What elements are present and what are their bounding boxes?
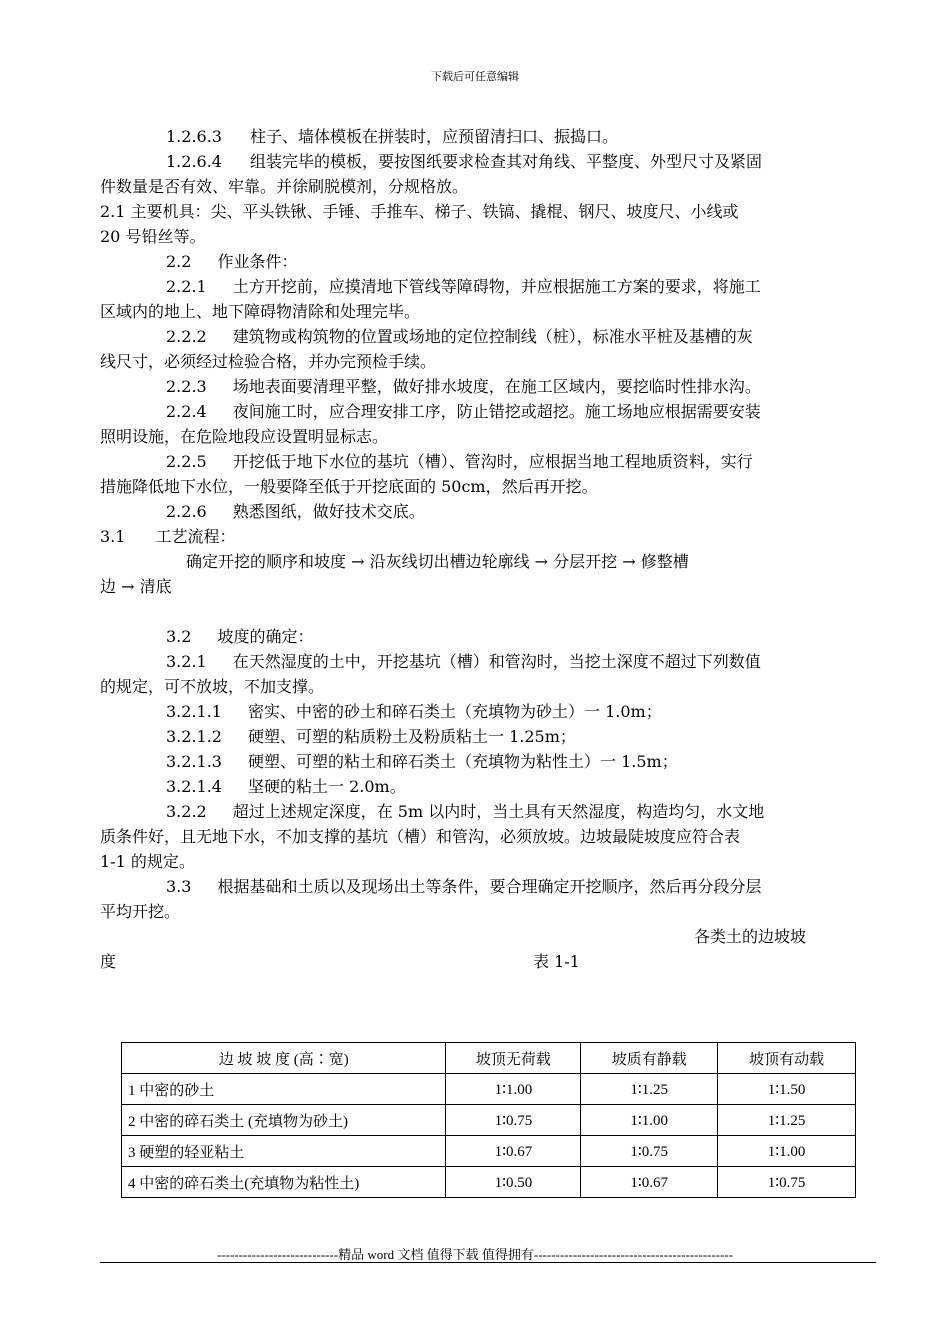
paragraph-line: 3.2.2 超过上述规定深度，在 5m 以内时，当土具有天然湿度，构造均匀，水文地 (166, 802, 765, 821)
table-cell: 1∶0.50 (446, 1167, 581, 1198)
paragraph-line: 3.2.1 在天然湿度的土中，开挖基坑（槽）和管沟时，当挖土深度不超过下列数值 (166, 652, 761, 671)
paragraph-line: 2.2.2 建筑物或构筑物的位置或场地的定位控制线（桩），标准水平桩及基槽的灰 (166, 327, 753, 346)
paragraph-line: 2.1 主要机具：尖、平头铁锹、手锤、手推车、梯子、铁镐、撬棍、钢尺、坡度尺、小线或 (100, 202, 739, 221)
paragraph-line: 线尺寸，必须经过检验合格，并办完预检手续。 (100, 352, 437, 371)
process-flow: 确定开挖的顺序和坡度 → 沿灰线切出槽边轮廓线 → 分层开挖 → 修整槽 (186, 552, 689, 571)
paragraph-line: 照明设施，在危险地段应设置明显标志。 (100, 427, 389, 446)
table-header-cell: 坡质有静载 (581, 1043, 718, 1074)
table-cell: 1∶1.00 (446, 1074, 581, 1105)
paragraph-line: 2.2.6 熟悉图纸，做好技术交底。 (166, 502, 425, 521)
table-cell: 1∶0.75 (718, 1167, 856, 1198)
paragraph-line: 1-1 的规定。 (100, 852, 195, 871)
page-header: 下载后可任意编辑 (431, 70, 519, 83)
section-heading: 3.2 坡度的确定： (166, 627, 314, 646)
paragraph-line: 的规定，可不放坡，不加支撑。 (100, 677, 325, 696)
table-cell: 1∶0.67 (446, 1136, 581, 1167)
list-item: 3.2.1.1 密实、中密的砂土和碎石类土（充填物为砂土）一 1.0m； (166, 702, 662, 721)
process-flow: 边 → 清底 (100, 577, 172, 596)
table-cell: 1 中密的砂土 (122, 1074, 446, 1105)
table-cell: 1∶1.50 (718, 1074, 856, 1105)
table-row (122, 1105, 856, 1136)
table-cell: 1∶1.00 (718, 1136, 856, 1167)
paragraph-line: 2.2.1 土方开挖前，应摸清地下管线等障碍物，并应根据施工方案的要求，将施工 (166, 277, 761, 296)
table-caption: 度 (100, 952, 117, 971)
paragraph-line: 3.3 根据基础和土质以及现场出土等条件，要合理确定开挖顺序，然后再分段分层 (166, 877, 762, 896)
table-cell: 1∶0.75 (446, 1105, 581, 1136)
paragraph-line: 件数量是否有效、牢靠。并徐刷脱模剂，分规格放。 (100, 177, 469, 196)
table-cell: 1∶1.25 (581, 1074, 718, 1105)
paragraph-line: 2.2.3 场地表面要清理平整，做好排水坡度，在施工区域内，要挖临时性排水沟。 (166, 377, 761, 396)
section-heading: 2.2 作业条件： (166, 252, 298, 271)
paragraph-line: 区域内的地上、地下障碍物清除和处理完毕。 (100, 302, 421, 321)
table-cell: 1∶1.25 (718, 1105, 856, 1136)
slope-table (121, 1042, 856, 1198)
list-item: 3.2.1.2 硬塑、可塑的粘质粉土及粉质粘土一 1.25m； (166, 727, 576, 746)
paragraph-line: 措施降低地下水位，一般要降至低于开挖底面的 50cm，然后再开挖。 (100, 477, 598, 496)
table-cell: 1∶0.75 (581, 1136, 718, 1167)
paragraph-line: 平均开挖。 (100, 902, 181, 921)
footer-divider (100, 1262, 876, 1263)
table-cell: 2 中密的碎石类土 (充填物为砂土) (122, 1105, 446, 1136)
paragraph-line: 2.2.4 夜间施工时，应合理安排工序，防止错挖或超挖。施工场地应根据需要安装 (166, 402, 761, 421)
table-cell: 4 中密的碎石类土(充填物为粘性土) (122, 1167, 446, 1198)
table-cell: 1∶1.00 (581, 1105, 718, 1136)
table-header-cell: 边 坡 坡 度 (高∶宽) (122, 1043, 446, 1074)
table-cell: 3 硬塑的轻亚粘土 (122, 1136, 446, 1167)
table-caption: 各类土的边坡坡 (694, 927, 807, 946)
list-item: 3.2.1.3 硬塑、可塑的粘土和碎石类土（充填物为粘性土）一 1.5m； (166, 752, 678, 771)
section-heading: 3.1 工艺流程： (100, 527, 236, 546)
table-header-cell: 坡顶无荷载 (446, 1043, 581, 1074)
paragraph-line: 1.2.6.3 柱子、墙体模板在拼装时，应预留清扫口、振捣口。 (166, 127, 618, 146)
table-row (122, 1136, 856, 1167)
paragraph-line: 2.2.5 开挖低于地下水位的基坑（槽）、管沟时，应根据当地工程地质资料，实行 (166, 452, 753, 471)
page-footer: ----------------------------精品 word 文档 值得下载 值得拥有---------------------------------------------- (216, 1247, 734, 1262)
table-header-cell: 坡顶有动载 (718, 1043, 856, 1074)
paragraph-line: 1.2.6.4 组装完毕的模板，要按图纸要求检查其对角线、平整度、外型尺寸及紧固 (166, 152, 762, 171)
paragraph-line: 20 号铅丝等。 (100, 227, 206, 246)
table-number: 表 1-1 (533, 952, 580, 971)
table-cell: 1∶0.67 (581, 1167, 718, 1198)
table-row (122, 1167, 856, 1198)
list-item: 3.2.1.4 坚硬的粘土一 2.0m。 (166, 777, 406, 796)
table-row (122, 1074, 856, 1105)
table-header-row (122, 1043, 856, 1074)
paragraph-line: 质条件好，且无地下水，不加支撑的基坑（槽）和管沟，必须放坡。边坡最陡坡度应符合表 (100, 827, 741, 846)
